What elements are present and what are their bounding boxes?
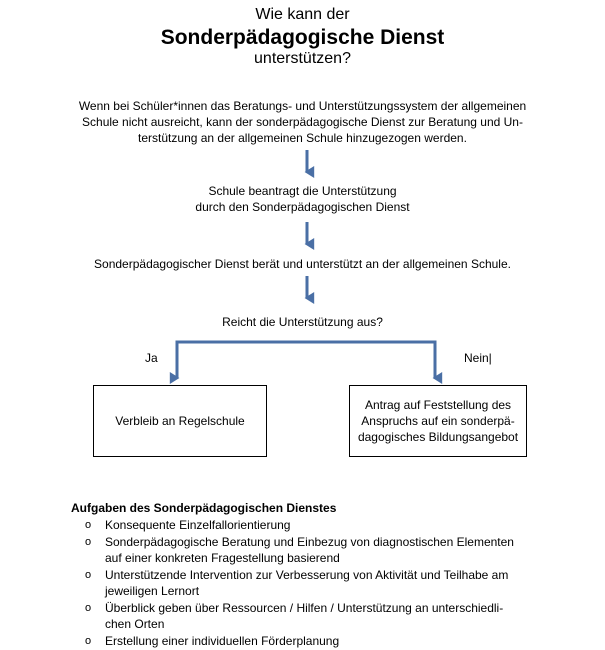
bullet-marker: o <box>85 602 92 614</box>
tasks-list <box>71 517 571 649</box>
bullet-marker: o <box>85 536 92 548</box>
bullet-marker: o <box>85 569 92 581</box>
branch-yes-label: Ja <box>145 351 158 365</box>
branch-no-label: Nein| <box>464 351 492 365</box>
box-application <box>349 385 527 457</box>
intro-line-2: Schule nicht ausreicht, kann der sonderpädagogische Dienst zur Beratung und Un- <box>82 115 523 129</box>
intro-line-1: Wenn bei Schüler*innen das Beratungs- und Unterstützungssystem der allgemeinen <box>78 99 527 113</box>
list-item <box>71 567 571 599</box>
title-line-1: Wie kann der <box>255 6 350 23</box>
list-item <box>71 517 571 533</box>
task-line: jeweiligen Lernort <box>105 584 200 598</box>
box-remain-regular-school <box>93 385 267 457</box>
box-application-line-1: Antrag auf Feststellung des <box>364 398 512 412</box>
box-application-line-3: dagogisches Bildungsangebot <box>357 430 519 444</box>
box-remain-label: Verbleib an Regelschule <box>115 414 245 428</box>
bullet-marker: o <box>85 519 92 531</box>
tasks-section <box>71 500 571 650</box>
task-line: Unterstützende Intervention zur Verbesserung von Aktivität und Teilhabe am <box>105 568 509 582</box>
task-line: chen Orten <box>105 617 165 631</box>
box-application-text <box>358 397 518 445</box>
task-line: Erstellung einer individuellen Förderplanung <box>105 634 340 648</box>
intro-line-3: terstützung an der allgemeinen Schule hinzugezogen werden. <box>138 131 467 145</box>
task-line: auf einer konkreten Fragestellung basierend <box>105 551 340 565</box>
task-line: Überblick geben über Ressourcen / Hilfen / Unterstützung an unterschiedli- <box>105 601 504 615</box>
list-item <box>71 600 571 632</box>
task-line: Sonderpädagogische Beratung und Einbezug von diagnostischen Elementen <box>105 535 514 549</box>
decision-question: Reicht die Unterstützung aus? <box>222 315 383 329</box>
title-line-3: unterstützen? <box>254 50 351 67</box>
list-item <box>71 633 571 649</box>
step-request-line-2: durch den Sonderpädagogischen Dienst <box>195 200 410 214</box>
page-title: Sonderpädagogische Dienst <box>160 26 445 49</box>
task-line: Konsequente Einzelfallorientierung <box>105 518 291 532</box>
step-request-line-1: Schule beantragt die Unterstützung <box>208 184 397 198</box>
branch-connector <box>177 342 435 378</box>
step-support: Sonderpädagogischer Dienst berät und unterstützt an der allgemeinen Schule. <box>94 257 511 271</box>
box-application-line-2: Anspruchs auf ein sonderpä- <box>361 414 515 428</box>
tasks-heading: Aufgaben des Sonderpädagogischen Dienstes <box>71 501 337 515</box>
list-item <box>71 534 571 566</box>
step-request <box>0 183 605 215</box>
bullet-marker: o <box>85 635 92 647</box>
